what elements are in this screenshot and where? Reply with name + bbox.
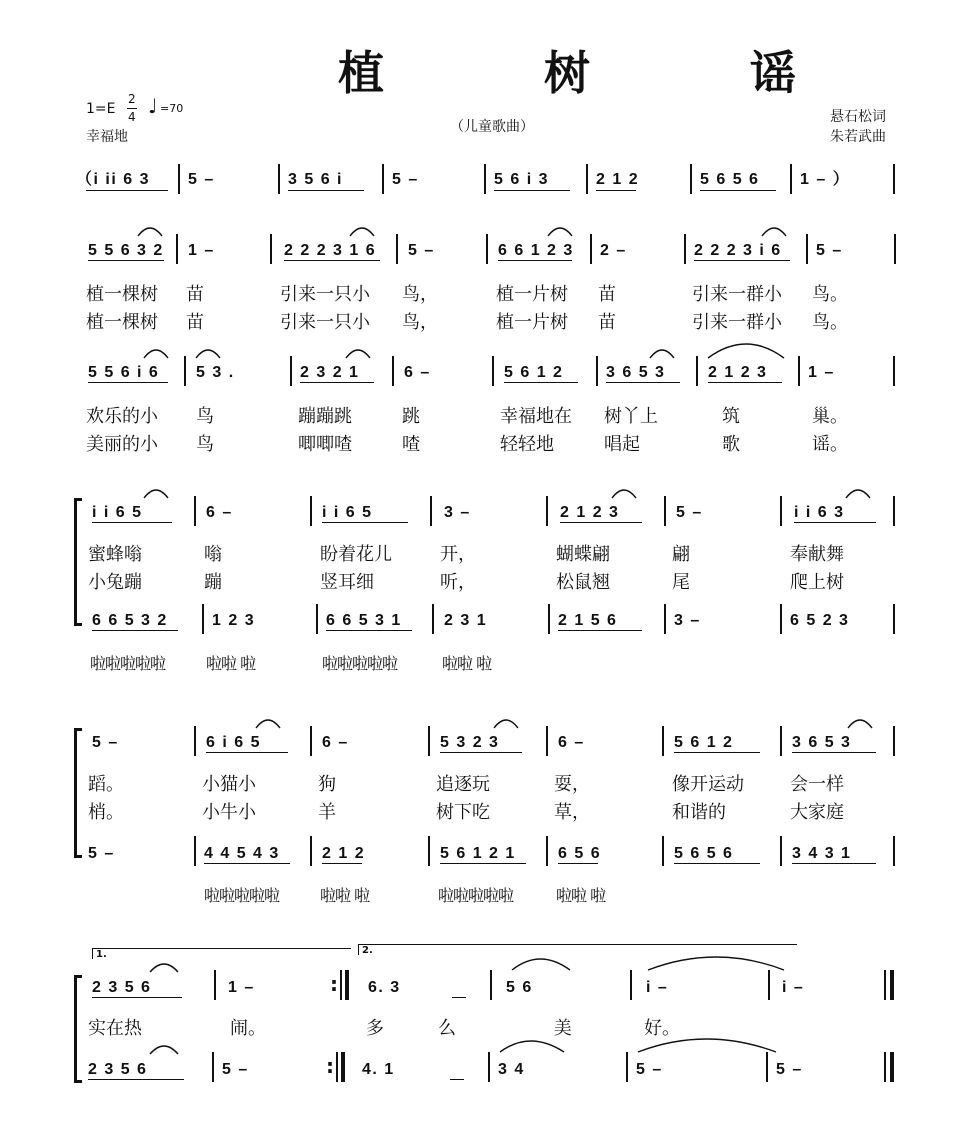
lyric-verse-2: 植一棵树: [86, 312, 158, 333]
measure-notes: 2 3 5 6: [92, 979, 152, 996]
lyric-verse-2: 轻轻地: [500, 434, 554, 455]
measure-notes: 5 6 1 2: [674, 734, 734, 751]
lala-lyric: 啦啦啦啦啦: [204, 886, 280, 905]
measure-notes: 3 6 5 3: [792, 734, 852, 751]
lyric-verse-1: 狗: [318, 774, 336, 795]
measure-notes: 3 –: [674, 612, 701, 629]
measure-notes: i –: [646, 979, 669, 996]
measure-notes: 5 6: [506, 979, 533, 996]
lyric-verse-1: 植一片树: [496, 284, 568, 305]
measure-notes: 1 –: [808, 364, 835, 381]
measure-notes: 5 6 1 2: [504, 364, 564, 381]
measure-notes: 5 –: [408, 242, 435, 259]
composer-credit: 朱若武曲: [830, 129, 886, 145]
lyric-verse-1: 蜜蜂嗡: [88, 544, 142, 565]
measure-notes: 5 5 6 3 2: [88, 242, 164, 259]
lyric-verse-1: 么 美: [438, 1018, 618, 1039]
slur-mark: [648, 957, 784, 970]
lyric-verse-2: 梢。: [88, 802, 124, 823]
lala-lyric: 啦啦啦啦啦: [438, 886, 514, 905]
measure-notes: 3 5 6 i: [288, 171, 343, 188]
slur-mark: [708, 344, 784, 358]
lyric-verse-2: 听，: [440, 572, 476, 593]
measure-notes: 6 –: [404, 364, 431, 381]
measure-notes: 1 –: [188, 242, 215, 259]
measure-notes: 6 –: [206, 504, 233, 521]
measure-notes: 5 6 5 6: [700, 171, 760, 188]
lyric-verse-1: 苗: [598, 284, 616, 305]
measure-notes: 3 4: [498, 1061, 525, 1078]
lyric-verse-1: 翩: [672, 544, 690, 565]
slur-mark: [256, 720, 280, 728]
measure-notes: 5 –: [676, 504, 703, 521]
lala-lyric: 啦啦啦啦啦: [90, 654, 166, 673]
first-ending-label: 1.: [96, 949, 107, 960]
slur-mark: [612, 490, 636, 498]
slur-mark: [138, 228, 162, 236]
measure-notes: 6 –: [558, 734, 585, 751]
measure-notes: 6 5 2 3: [790, 612, 850, 629]
lyric-verse-2: 爬上树: [790, 572, 844, 593]
measure-notes: 5 3 .: [196, 364, 235, 381]
lyric-verse-1: 欢乐的小: [86, 406, 158, 427]
measure-notes: 2 2 2 3 i 6: [694, 242, 782, 259]
lyric-verse-1: 鸟。: [812, 284, 848, 305]
measure-notes: 4 4 5 4 3: [204, 845, 280, 862]
measure-notes: 5 –: [222, 1061, 249, 1078]
slur-mark: [762, 228, 786, 236]
slur-mark: [350, 228, 374, 236]
lyric-verse-1: 植一棵树: [86, 284, 158, 305]
measure-notes: 6 i 6 5: [206, 734, 261, 751]
measure-notes: 2 1 5 6: [558, 612, 618, 629]
second-ending-label: 2.: [362, 945, 373, 956]
measure-notes: 2 1 2: [322, 845, 366, 862]
slur-mark: [150, 1046, 178, 1054]
lyric-verse-2: 羊: [318, 802, 336, 823]
slur-mark: [150, 964, 178, 972]
measure-notes: i i 6 5: [92, 504, 143, 521]
lyric-verse-1: 像开运动: [672, 774, 744, 795]
measure-notes: 6 5 6: [558, 845, 602, 862]
slur-mark: [846, 490, 870, 498]
measure-notes: 1 – ）: [800, 171, 851, 188]
slur-mark: [650, 350, 674, 358]
measure-notes: i i 6 3: [794, 504, 845, 521]
lala-lyric: 啦啦 啦: [442, 654, 492, 673]
lyric-verse-2: 唱起: [604, 434, 640, 455]
lyric-verse-2: 大家庭: [790, 802, 844, 823]
lyric-verse-2: 引来一群小: [692, 312, 782, 333]
slur-mark: [512, 959, 570, 970]
measure-notes: 2 1 2 3: [708, 364, 768, 381]
lyric-verse-2: 喳: [402, 434, 420, 455]
lyric-verse-2: 和谐的: [672, 802, 726, 823]
measure-notes: 2 3 5 6: [88, 1061, 148, 1078]
slur-mark: [196, 350, 220, 358]
key-signature: 1=E: [86, 101, 116, 117]
measure-notes: 2 3 1: [444, 612, 488, 629]
lyric-verse-1: 小猫小: [202, 774, 256, 795]
lyric-verse-1: 会一样: [790, 774, 844, 795]
lyric-verse-1: 幸福地在: [500, 406, 572, 427]
measure-notes: 2 2 2 3 1 6: [284, 242, 377, 259]
lyricist-credit: 悬石松词: [830, 109, 886, 125]
lyric-verse-1: 蹈。: [88, 774, 124, 795]
lyric-verse-1: 蹦蹦跳: [298, 406, 352, 427]
lyric-verse-2: 苗: [598, 312, 616, 333]
lala-lyric: 啦啦 啦: [556, 886, 606, 905]
lyric-verse-1: 实在热: [88, 1018, 142, 1039]
lyric-verse-2: 美丽的小: [86, 434, 158, 455]
lyric-verse-1: 奉献舞: [790, 544, 844, 565]
measure-notes: 5 –: [776, 1061, 803, 1078]
lyric-verse-2: 植一片树: [496, 312, 568, 333]
lyric-verse-1: 引来一群小: [692, 284, 782, 305]
measure-notes: （i ii 6 3: [76, 171, 150, 188]
lyric-verse-1: 鸟: [196, 406, 214, 427]
lyric-verse-2: 竖耳细: [320, 572, 374, 593]
measure-notes: 5 –: [392, 171, 419, 188]
measure-notes: 5 –: [92, 734, 119, 751]
time-sig-top: 2: [128, 92, 136, 106]
lala-lyric: 啦啦 啦: [320, 886, 370, 905]
measure-notes: 5 6 5 6: [674, 845, 734, 862]
lyric-verse-2: 尾: [672, 572, 690, 593]
measure-notes: 2 –: [600, 242, 627, 259]
slur-mark: [346, 350, 370, 358]
measure-notes: 6. 3: [368, 979, 401, 996]
lyric-verse-1: 闹。: [230, 1018, 266, 1039]
genre-note: （儿童歌曲）: [450, 119, 534, 135]
measure-notes: 2 1 2: [596, 171, 640, 188]
lala-lyric: 啦啦 啦: [206, 654, 256, 673]
measure-notes: 5 –: [188, 171, 215, 188]
lyric-verse-1: 跳: [402, 406, 420, 427]
measure-notes: 5 –: [88, 845, 115, 862]
measure-notes: 5 6 i 3: [494, 171, 549, 188]
lyric-verse-1: 追逐玩: [436, 774, 490, 795]
lyric-verse-2: 引来一只小: [280, 312, 370, 333]
lyric-verse-1: 好。: [644, 1018, 680, 1039]
lyric-verse-1: 引来一只小: [280, 284, 370, 305]
repeat-dots: :: [326, 1054, 334, 1078]
measure-notes: 6 –: [322, 734, 349, 751]
slur-mark: [494, 720, 518, 728]
repeat-dots: :: [330, 972, 338, 996]
lyric-verse-2: 歌: [722, 434, 740, 455]
slur-mark: [144, 490, 168, 498]
lyric-verse-1: 苗: [186, 284, 204, 305]
measure-notes: i –: [782, 979, 805, 996]
lyric-verse-2: 鸟，: [402, 312, 438, 333]
measure-notes: 1 2 3: [212, 612, 256, 629]
lyric-verse-1: 开，: [440, 544, 476, 565]
lyric-verse-2: 谣。: [812, 434, 848, 455]
measure-notes: 2 1 2 3: [560, 504, 620, 521]
slur-mark: [144, 350, 168, 358]
lyric-verse-1: 嗡: [204, 544, 222, 565]
measure-notes: 2 3 2 1: [300, 364, 360, 381]
song-title: 植 树 谣: [338, 46, 869, 100]
lyric-verse-1: 多: [366, 1018, 384, 1039]
measure-notes: 3 4 3 1: [792, 845, 852, 862]
measure-notes: 5 –: [816, 242, 843, 259]
lyric-verse-1: 蝴蝶翩: [556, 544, 610, 565]
measure-notes: 5 6 1 2 1: [440, 845, 516, 862]
measure-notes: 6 6 5 3 1: [326, 612, 402, 629]
measure-notes: 5 5 6 i 6: [88, 364, 160, 381]
quarter-note-icon: ♩: [148, 94, 158, 118]
measure-notes: 4. 1: [362, 1061, 395, 1078]
slur-mark: [500, 1041, 564, 1052]
lyric-verse-1: 筑: [722, 406, 740, 427]
lyric-verse-2: 苗: [186, 312, 204, 333]
lyric-verse-2: 唧唧喳: [298, 434, 352, 455]
lyric-verse-2: 鸟: [196, 434, 214, 455]
slur-mark: [548, 228, 572, 236]
slur-mark: [638, 1039, 776, 1052]
lyric-verse-1: 盼着花儿: [320, 544, 392, 565]
lyric-verse-2: 草，: [554, 802, 590, 823]
measure-notes: 5 3 2 3: [440, 734, 500, 751]
measure-notes: 1 –: [228, 979, 255, 996]
lyric-verse-1: 耍，: [554, 774, 590, 795]
measure-notes: 5 –: [636, 1061, 663, 1078]
lyric-verse-2: 小牛小: [202, 802, 256, 823]
lyric-verse-2: 小兔蹦: [88, 572, 142, 593]
measure-notes: 6 6 1 2 3: [498, 242, 574, 259]
tempo-value: =70: [160, 102, 184, 115]
lyric-verse-1: 树丫上: [604, 406, 658, 427]
slur-mark: [848, 720, 872, 728]
lala-lyric: 啦啦啦啦啦: [322, 654, 398, 673]
measure-notes: 3 6 5 3: [606, 364, 666, 381]
mood-marking: 幸福地: [86, 129, 128, 145]
lyric-verse-2: 蹦: [204, 572, 222, 593]
lyric-verse-1: 鸟，: [402, 284, 438, 305]
measure-notes: i i 6 5: [322, 504, 373, 521]
lyric-verse-2: 鸟。: [812, 312, 848, 333]
measure-notes: 6 6 5 3 2: [92, 612, 168, 629]
lyric-verse-1: 巢。: [812, 406, 848, 427]
lyric-verse-2: 松鼠翘: [556, 572, 610, 593]
measure-notes: 3 –: [444, 504, 471, 521]
time-sig-bottom: 4: [128, 110, 136, 124]
lyric-verse-2: 树下吃: [436, 802, 490, 823]
